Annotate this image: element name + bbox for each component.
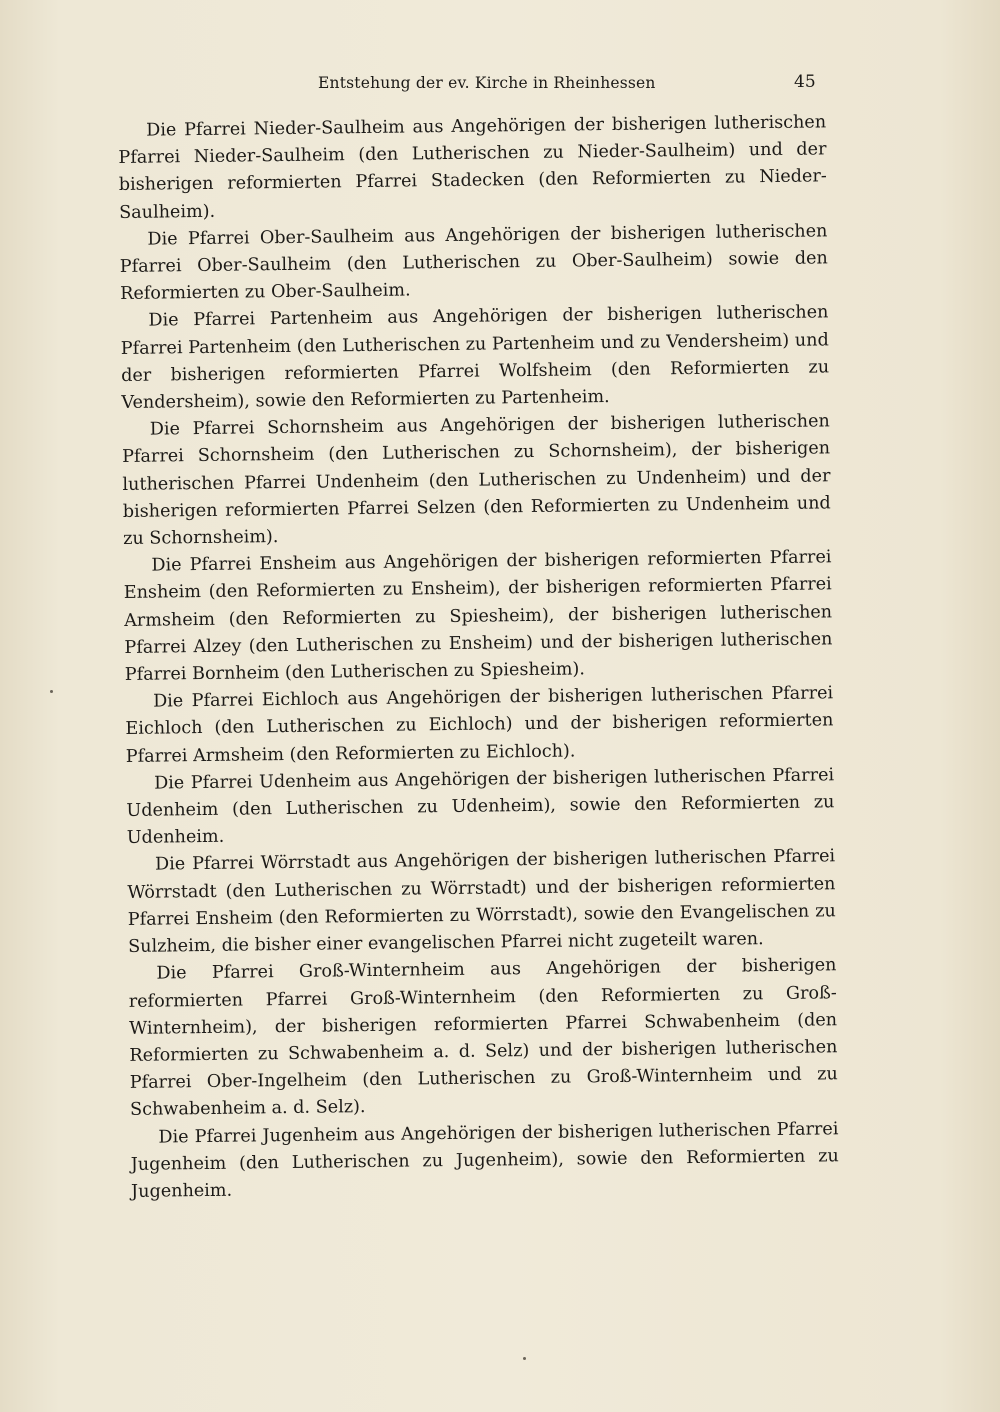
running-title: Entstehung der ev. Kirche in Rheinhessen: [318, 74, 656, 92]
page-header: [0, 70, 1000, 100]
paragraph-udenheim: Die Pfarrei Udenheim aus Angehörigen der bisherigen lutherischen Pfarrei Udenheim (den Lutherischen zu Udenheim), sowie den Reformierten zu Udenheim.: [126, 765, 835, 849]
paragraph-ober-saulheim: Die Pfarrei Ober-Saulheim aus Angehörigen der bisherigen lutherischen Pfarrei Ober-Saulheim (den Lutherischen zu Ober-Saulheim) sowie den Reformierten zu Ober-Saulheim.: [119, 221, 828, 305]
body-text: [118, 109, 839, 1206]
paragraph-eichloch: Die Pfarrei Eichloch aus Angehörigen der bisherigen lutherischen Pfarrei Eichloch (den Lutherischen zu Eichloch) und der bisherigen reformierten Pfarrei Armsheim (den Reformierten zu Eichloch).: [125, 683, 834, 767]
paper-speck: [50, 690, 53, 693]
paragraph-nieder-saulheim: Die Pfarrei Nieder-Saulheim aus Angehörigen der bisherigen lutherischen Pfarrei Nieder-Saulheim (den Lutherischen zu Nieder-Saulheim) und der bisherigen reformierten Pfarrei Stadecken (den Reformierten zu Nieder-Saulheim).: [118, 112, 827, 223]
paragraph-jugenheim: Die Pfarrei Jugenheim aus Angehörigen der bisherigen lutherischen Pfarrei Jugenheim (den Lutherischen zu Jugenheim), sowie den Reformierten zu Jugenheim.: [130, 1118, 839, 1202]
paper-speck: [523, 1357, 526, 1360]
page-number: 45: [794, 72, 816, 92]
paragraph-partenheim: Die Pfarrei Partenheim aus Angehörigen der bisherigen lutherischen Pfarrei Partenheim (den Lutherischen zu Partenheim und zu Vendersheim) und der bisherigen reformierten Pfarrei Wolfsheim (den Reformierten zu Vendersheim), sowie den Reformierten zu Partenheim.: [120, 302, 830, 414]
paragraph-woerrstadt: Die Pfarrei Wörrstadt aus Angehörigen der bisherigen lutherischen Pfarrei Wörrstadt (den Lutherischen zu Wörrstadt) und der bisherigen reformierten Pfarrei Ensheim (den Reformierten zu Wörrstadt), sowie den Evangelischen zu Sulzheim, die bisher einer evangelischen Pfarrei nicht zugeteilt waren.: [127, 846, 836, 958]
paragraph-schornsheim: Die Pfarrei Schornsheim aus Angehörigen der bisherigen lutherischen Pfarrei Schornsheim (den Lutherischen zu Schornsheim), der bisherigen lutherischen Pfarrei Undenheim (den Lutherischen zu Undenheim) und der bisherigen reformierten Pfarrei Selzen (den Reformierten zu Undenheim und zu Schornsheim).: [122, 411, 831, 550]
paragraph-gross-winternheim: Die Pfarrei Groß-Winternheim aus Angehörigen der bisherigen reformierten Pfarrei Groß-Winternheim (den Reformierten zu Groß-Winternheim), der bisherigen reformierten Pfarrei Schwabenheim (den Reformierten zu Schwabenheim a. d. Selz) und der bisherigen lutherischen Pfarrei Ober-Ingelheim (den Lutherischen zu Groß-Winternheim und zu Schwabenheim a. d. Selz).: [128, 955, 838, 1121]
paragraph-ensheim: Die Pfarrei Ensheim aus Angehörigen der bisherigen reformierten Pfarrei Ensheim (den Reformierten zu Ensheim), der bisherigen reformierten Pfarrei Armsheim (den Reformierten zu Spiesheim), der bisherigen lutherischen Pfarrei Alzey (den Lutherischen zu Ensheim) und der bisherigen lutherischen Pfarrei Bornheim (den Lutherischen zu Spiesheim).: [123, 547, 833, 686]
